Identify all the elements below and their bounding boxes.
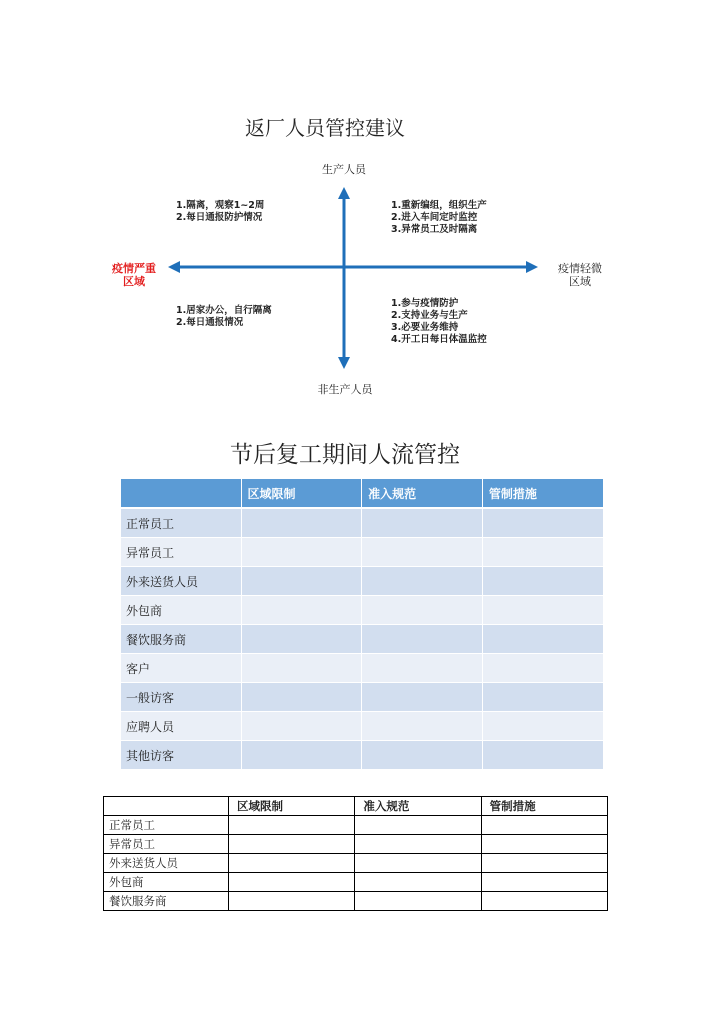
table-header-row bbox=[121, 479, 603, 508]
row-label: 外包商 bbox=[121, 596, 241, 625]
table-row bbox=[104, 816, 608, 835]
axis-top-label: 生产人员 bbox=[322, 163, 366, 176]
header-cell: 管制措施 bbox=[482, 479, 603, 508]
table-row bbox=[104, 835, 608, 854]
table-header-row bbox=[104, 797, 608, 816]
header-cell: 区域限制 bbox=[229, 797, 355, 816]
table-row bbox=[121, 625, 603, 654]
table-row bbox=[121, 654, 603, 683]
row-label: 一般访客 bbox=[121, 683, 241, 712]
header-cell: 区域限制 bbox=[241, 479, 362, 508]
row-label: 其他访客 bbox=[121, 741, 241, 770]
header-cell: 准入规范 bbox=[362, 479, 483, 508]
row-label: 应聘人员 bbox=[121, 712, 241, 741]
row-label: 外包商 bbox=[104, 873, 229, 892]
table-row bbox=[121, 508, 603, 538]
table-row bbox=[121, 567, 603, 596]
header-cell: 准入规范 bbox=[355, 797, 481, 816]
table-row bbox=[121, 741, 603, 770]
table-row bbox=[121, 596, 603, 625]
quadrant-bottom-left: 1.居家办公，自行隔离 2.每日通报情况 bbox=[176, 305, 272, 328]
axis-left-label: 疫情严重 区域 bbox=[112, 262, 156, 288]
quadrant-axes bbox=[0, 0, 724, 430]
row-label: 餐饮服务商 bbox=[104, 892, 229, 911]
row-label: 外来送货人员 bbox=[121, 567, 241, 596]
row-label: 正常员工 bbox=[104, 816, 229, 835]
quadrant-top-left: 1.隔离，观察1~2周 2.每日通报防护情况 bbox=[176, 200, 265, 223]
row-label: 正常员工 bbox=[121, 508, 241, 538]
table-title: 节后复工期间人流管控 bbox=[230, 442, 460, 468]
personnel-control-plain-table bbox=[103, 796, 608, 911]
header-cell bbox=[121, 479, 241, 508]
table-row bbox=[121, 683, 603, 712]
axis-bottom-label: 非生产人员 bbox=[317, 383, 373, 396]
axis-right-label: 疫情轻微 区域 bbox=[558, 262, 602, 288]
row-label: 客户 bbox=[121, 654, 241, 683]
quadrant-top-right: 1.重新编组，组织生产 2.进入车间定时监控 3.异常员工及时隔离 bbox=[391, 200, 487, 235]
header-cell bbox=[104, 797, 229, 816]
table-row bbox=[121, 538, 603, 567]
row-label: 餐饮服务商 bbox=[121, 625, 241, 654]
table-row bbox=[104, 892, 608, 911]
table-row bbox=[121, 712, 603, 741]
header-cell: 管制措施 bbox=[481, 797, 607, 816]
table-row bbox=[104, 873, 608, 892]
personnel-control-table bbox=[121, 479, 603, 769]
row-label: 外来送货人员 bbox=[104, 854, 229, 873]
row-label: 异常员工 bbox=[104, 835, 229, 854]
table-row bbox=[104, 854, 608, 873]
quadrant-bottom-right: 1.参与疫情防护 2.支持业务与生产 3.必要业务维持 4.开工日每日体温监控 bbox=[391, 298, 487, 345]
row-label: 异常员工 bbox=[121, 538, 241, 567]
diagram-title: 返厂人员管控建议 bbox=[245, 116, 405, 140]
